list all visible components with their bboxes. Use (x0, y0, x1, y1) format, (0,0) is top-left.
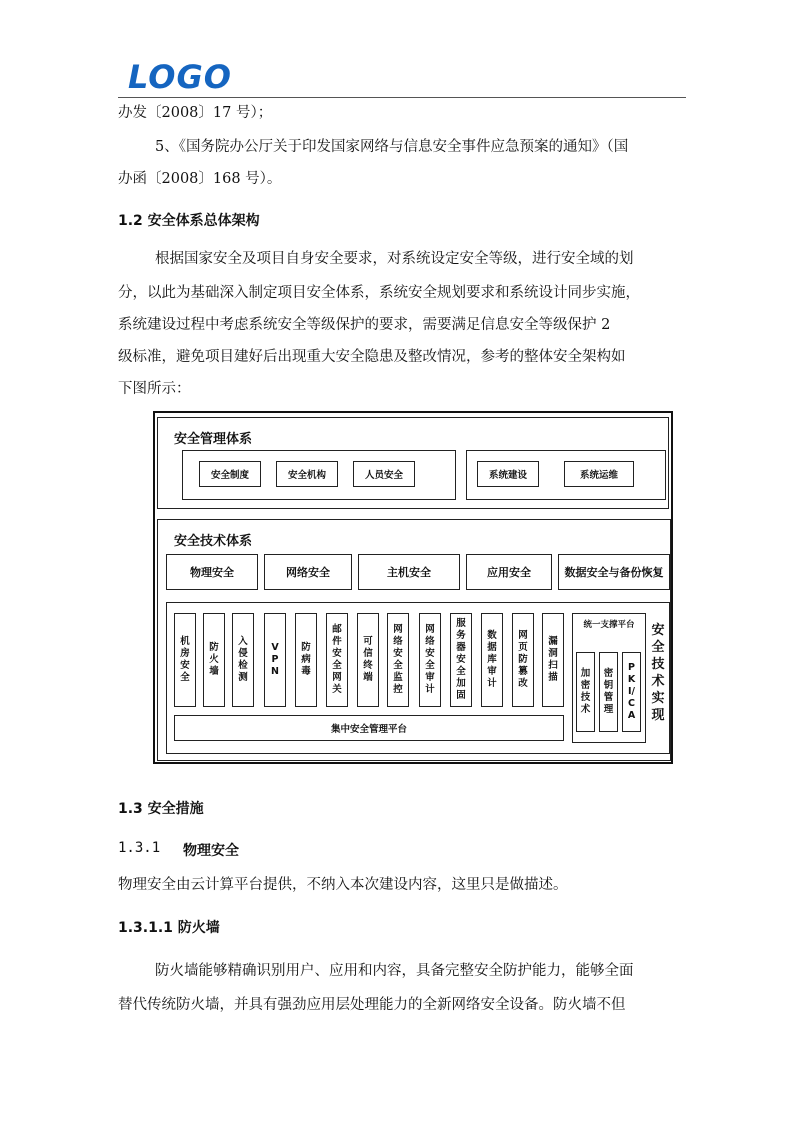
mgmt-item: 人员安全 (353, 461, 415, 487)
mgmt-system-title: 安全管理体系 (174, 432, 253, 447)
section-heading-1-3-1: 物理安全 (183, 843, 239, 859)
tech-column: 网络安全监控 (387, 613, 409, 707)
support-platform-box (572, 613, 646, 743)
support-item: 加密技术 (576, 652, 595, 732)
tech-impl-label: 安全技术实现 (651, 623, 665, 723)
support-item: 密钥管理 (599, 652, 618, 732)
tech-column: 可信终端 (357, 613, 379, 707)
section-heading-1-2: 1.2 安全体系总体架构 (118, 213, 260, 229)
tech-column: 网络安全审计 (419, 613, 441, 707)
paragraph-line: 5、《国务院办公厅关于印发国家网络与信息安全事件应急预案的通知》（国 (155, 139, 629, 155)
paragraph-line: 办发〔2008〕17 号）； (118, 105, 273, 121)
mgmt-system-box (157, 417, 669, 509)
paragraph-line: 替代传统防火墙，并具有强劲应用层处理能力的全新网络安全设备。防火墙不但 (118, 997, 626, 1013)
tech-column: 网页防篡改 (512, 613, 534, 707)
tech-column: 服务器安全加固 (450, 613, 472, 707)
support-item: PKI/CA (622, 652, 641, 732)
tech-row-item: 网络安全 (264, 554, 352, 590)
mgmt-item: 安全制度 (199, 461, 261, 487)
paragraph-line: 下图所示： (118, 381, 191, 397)
support-platform-title: 统一支撑平台 (583, 620, 635, 630)
paragraph-line: 根据国家安全及项目自身安全要求，对系统设定安全等级，进行安全域的划 (155, 251, 634, 267)
tech-column: 防病毒 (295, 613, 317, 707)
tech-system-box (157, 519, 671, 761)
tech-row-item: 数据安全与备份恢复 (558, 554, 670, 590)
section-heading-1-3: 1.3 安全措施 (118, 801, 204, 817)
paragraph-line: 物理安全由云计算平台提供，不纳入本次建设内容，这里只是做描述。 (118, 877, 568, 893)
paragraph-line: 办函〔2008〕168 号）。 (118, 171, 282, 187)
logo: LOGO (128, 58, 232, 96)
mgmt-right-group (466, 450, 666, 500)
tech-column: 漏洞扫描 (542, 613, 564, 707)
paragraph-line: 级标准，避免项目建好后出现重大安全隐患及整改情况，参考的整体安全架构如 (118, 349, 626, 365)
tech-column: 机房安全 (174, 613, 196, 707)
mgmt-item: 系统运维 (564, 461, 634, 487)
tech-column: 入侵检测 (232, 613, 254, 707)
security-architecture-diagram (153, 411, 673, 764)
paragraph-line: 防火墙能够精确识别用户、应用和内容，具备完整安全防护能力，能够全面 (155, 963, 634, 979)
tech-row-item: 主机安全 (358, 554, 460, 590)
tech-row-item: 应用安全 (466, 554, 552, 590)
tech-system-title: 安全技术体系 (174, 534, 253, 549)
section-heading-1-3-1-1: 1.3.1.1 防火墙 (118, 920, 220, 936)
tech-impl-region (166, 602, 670, 754)
mgmt-item: 系统建设 (477, 461, 539, 487)
tech-column: 数据库审计 (481, 613, 503, 707)
header-divider (118, 97, 686, 98)
paragraph-line: 系统建设过程中考虑系统安全等级保护的要求，需要满足信息安全等级保护 2 (118, 317, 611, 333)
tech-column: VPN (264, 613, 286, 707)
mgmt-left-group (182, 450, 456, 500)
paragraph-line: 分，以此为基础深入制定项目安全体系，系统安全规划要求和系统设计同步实施， (118, 285, 640, 301)
section-number-1-3-1: 1.3.1 (118, 840, 161, 856)
tech-column: 邮件安全网关 (326, 613, 348, 707)
tech-row-item: 物理安全 (166, 554, 258, 590)
tech-column: 防火墙 (203, 613, 225, 707)
mgmt-item: 安全机构 (276, 461, 338, 487)
central-mgmt-platform: 集中安全管理平台 (174, 715, 564, 741)
